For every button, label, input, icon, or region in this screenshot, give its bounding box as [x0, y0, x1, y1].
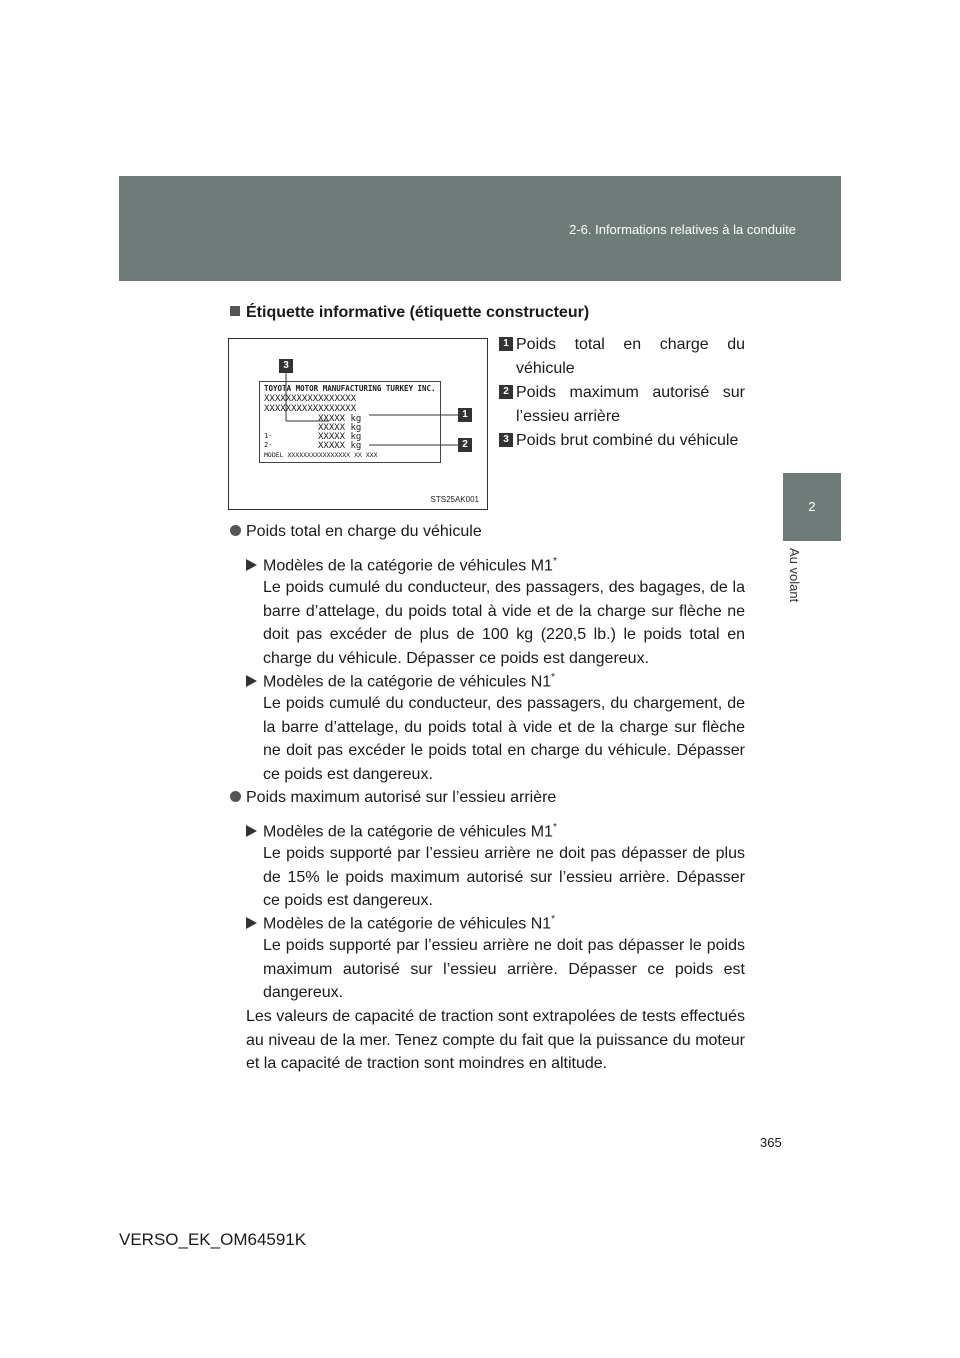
bullet-text: Poids maximum autorisé sur l’essieu arrière: [246, 789, 557, 806]
figure-code: STS25AK001: [430, 495, 479, 504]
sub-heading-text: Modèles de la catégorie de véhicules M1: [263, 557, 553, 575]
document-code: VERSO_EK_OM64591K: [119, 1230, 307, 1249]
paragraph-n1-axle: Le poids supporté par l’essieu arrière ne doit pas dépasser le poids maximum autorisé sur l’essieu arrière. Dépasser ce poids est dangereux.: [263, 937, 745, 1001]
label-row-1: 1-: [264, 432, 273, 440]
section-title: [230, 304, 589, 322]
chapter-number: 2: [808, 499, 816, 514]
label-line-3: XXXXX kg: [318, 414, 362, 424]
asterisk: *: [552, 822, 557, 833]
legend-item-2: [499, 381, 745, 429]
label-line-4: XXXXX kg: [318, 423, 362, 433]
manufacturer-label-card: [259, 381, 441, 463]
legend-text-2: Poids maximum autorisé sur l’essieu arrière: [516, 384, 745, 425]
sub-heading-text: Modèles de la catégorie de véhicules M1: [263, 823, 553, 841]
section-title-text: Étiquette informative (étiquette constructeur): [246, 304, 590, 321]
chapter-tab: [783, 473, 841, 541]
sub-heading-text: Modèles de la catégorie de véhicules N1: [263, 915, 552, 933]
section-header-bar: [119, 176, 841, 281]
legend-number-2: 2: [499, 385, 513, 399]
asterisk: *: [551, 672, 556, 683]
sub-heading-n1-axle: [246, 914, 555, 933]
paragraph-m1-axle: Le poids supporté par l’essieu arrière ne doit pas dépasser de plus de 15% le poids maximum autorisé sur l’essieu arrière. Dépasser ce poids est dangereux.: [263, 845, 745, 909]
page-number: 365: [760, 1135, 782, 1150]
asterisk: *: [552, 556, 557, 567]
sub-heading-m1-axle: [246, 822, 557, 841]
label-line-6: XXXXX kg: [318, 441, 362, 451]
legend-text-3: Poids brut combiné du véhicule: [516, 432, 739, 449]
callout-2: 2: [458, 438, 472, 452]
callout-1: 1: [458, 408, 472, 422]
chapter-label-wrap: [786, 548, 806, 628]
triangle-bullet-icon: [246, 675, 257, 687]
bullet-dot-icon: [230, 525, 241, 536]
paragraph-n1: Le poids cumulé du conducteur, des passagers, du chargement, de la barre d’attelage, du poids total à vide et de la charge sur flèche ne doit pas excéder le poids total en charge du véhicule. Dépasser ce poids est dangereux.: [263, 695, 745, 783]
closing-paragraph: Les valeurs de capacité de traction sont extrapolées de tests effectués au niveau de la mer. Tenez compte du fait que la puissance du moteur et la capacité de traction sont moindres en altitude.: [246, 1008, 745, 1072]
triangle-bullet-icon: [246, 825, 257, 837]
square-bullet-icon: [230, 306, 240, 316]
sub-heading-m1: [246, 556, 557, 575]
label-line-0: TOYOTA MOTOR MANUFACTURING TURKEY INC.: [264, 384, 436, 393]
sub-heading-n1: [246, 672, 555, 691]
label-line-5: XXXXX kg: [318, 432, 362, 442]
bullet-text: Poids total en charge du véhicule: [246, 523, 482, 540]
label-figure: [228, 338, 488, 510]
legend-text-1: Poids total en charge du véhicule: [516, 336, 745, 377]
bullet-gross-weight: [230, 523, 482, 541]
sub-heading-text: Modèles de la catégorie de véhicules N1: [263, 673, 552, 691]
legend-number-1: 1: [499, 337, 513, 351]
label-line-7: MODEL XXXXXXXXXXXXXXXX XX XXX: [264, 451, 378, 459]
label-line-1: XXXXXXXXXXXXXXXXX: [264, 394, 357, 404]
legend-item-1: [499, 333, 745, 381]
label-row-2: 2-: [264, 441, 273, 449]
triangle-bullet-icon: [246, 559, 257, 571]
section-header-title: 2-6. Informations relatives à la conduite: [569, 222, 796, 237]
chapter-label: Au volant: [787, 548, 802, 603]
bullet-rear-axle: [230, 789, 556, 807]
callout-3: 3: [279, 359, 293, 373]
bullet-dot-icon: [230, 791, 241, 802]
asterisk: *: [551, 914, 556, 925]
legend-item-3: [499, 429, 745, 453]
triangle-bullet-icon: [246, 917, 257, 929]
paragraph-m1: Le poids cumulé du conducteur, des passagers, des bagages, de la barre d’attelage, du poids total à vide et de la charge sur flèche ne doit pas excéder de plus de 100 kg (220,5 lb.) le poids total en charge du véhicule. Dépasser ce poids est dangereux.: [263, 579, 745, 667]
label-line-2: XXXXXXXXXXXXXXXXX: [264, 404, 357, 414]
legend-number-3: 3: [499, 433, 513, 447]
